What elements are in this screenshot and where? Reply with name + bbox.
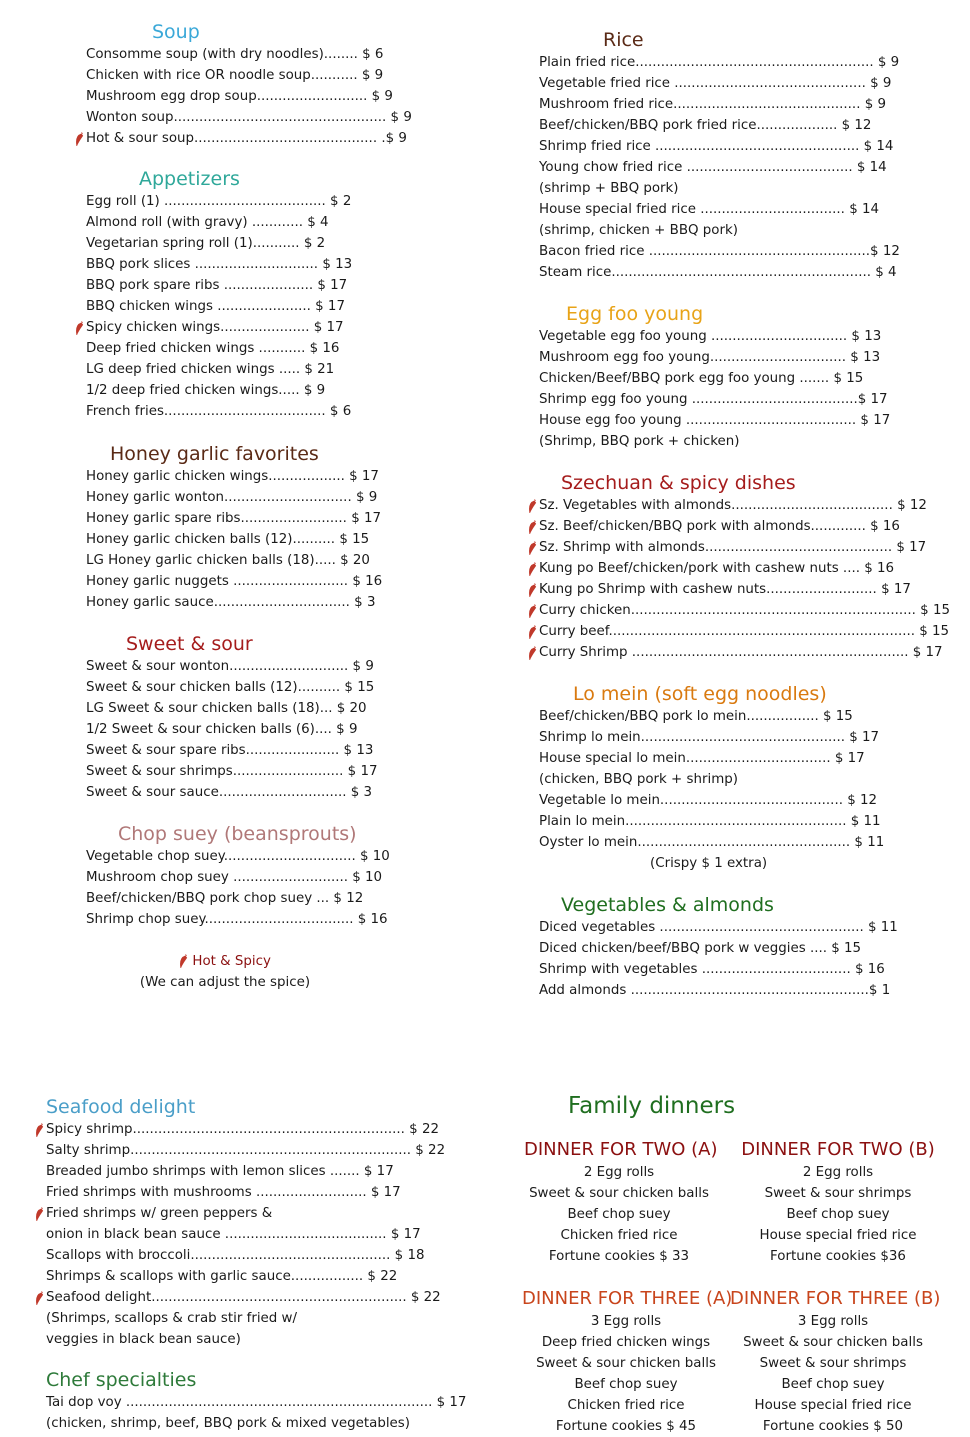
menu-item-text: Mushroom egg foo young................................ $ 13 xyxy=(539,350,881,365)
menu-item xyxy=(46,1224,445,1245)
section-title-sweet-sour: Sweet & sour xyxy=(126,633,253,655)
menu-item xyxy=(86,254,352,275)
menu-item xyxy=(46,1203,445,1224)
dinner-item: House special fried rice xyxy=(754,1398,912,1413)
menu-item xyxy=(539,410,890,431)
section-seafood xyxy=(46,1095,445,1350)
menu-item xyxy=(46,1329,445,1350)
chili-pepper-icon xyxy=(528,562,537,576)
section-soup xyxy=(86,20,412,149)
section-chef-specialties xyxy=(46,1369,466,1434)
menu-item xyxy=(86,592,382,613)
menu-item-text: House special lo mein.................................. $ 17 xyxy=(539,751,865,766)
menu-item-text: Consomme soup (with dry noodles)........ $ 6 xyxy=(86,47,384,62)
menu-item-text: Sweet & sour chicken balls (12).......... $ 15 xyxy=(86,680,375,695)
menu-item xyxy=(86,466,382,487)
section-title-lo-mein: Lo mein (soft egg noodles) xyxy=(573,683,827,705)
section-title-chop-suey: Chop suey (beansprouts) xyxy=(118,823,357,845)
menu-item-text: Fried shrimps with mushrooms .......................... $ 17 xyxy=(46,1185,401,1200)
dinner-item: Sweet & sour shrimps xyxy=(764,1186,912,1201)
menu-item-text: Honey garlic chicken balls (12).......... $ 15 xyxy=(86,532,370,547)
appetizers-list xyxy=(86,191,352,422)
menu-item xyxy=(86,86,412,107)
dinner-item: 2 Egg rolls xyxy=(802,1165,874,1180)
menu-item-text: Seafood delight............................................................ $ 22 xyxy=(46,1290,441,1305)
lo-mein-list xyxy=(539,706,884,853)
menu-item-text: (shrimp, chicken + BBQ pork) xyxy=(539,223,738,238)
menu-item xyxy=(86,677,378,698)
menu-item xyxy=(539,600,950,621)
dinner-for-two-b xyxy=(740,1138,936,1267)
menu-item xyxy=(539,832,884,853)
section-honey-garlic xyxy=(86,442,382,613)
menu-item-text: Honey garlic chicken wings.................. $ 17 xyxy=(86,469,379,484)
section-egg-foo-young xyxy=(539,302,890,452)
menu-item-text: Beef/chicken/BBQ pork lo mein................. $ 15 xyxy=(539,709,853,724)
dinner-item: Beef chop suey xyxy=(567,1207,671,1222)
menu-item-text: Chicken/Beef/BBQ pork egg foo young ....... $ 15 xyxy=(539,371,864,386)
menu-item xyxy=(539,199,900,220)
menu-item-text: Vegetable lo mein........................................... $ 12 xyxy=(539,793,878,808)
menu-item xyxy=(86,698,378,719)
menu-item xyxy=(539,136,900,157)
menu-item xyxy=(539,917,898,938)
section-sweet-sour xyxy=(86,632,378,803)
menu-item-text: Sz. Beef/chicken/BBQ pork with almonds............. $ 16 xyxy=(539,519,900,534)
menu-item-text: Shrimp with vegetables ................................... $ 16 xyxy=(539,962,885,977)
menu-item-text: Sweet & sour sauce.............................. $ 3 xyxy=(86,785,373,800)
chili-pepper-icon xyxy=(528,604,537,618)
dinner-item: Fortune cookies $ 50 xyxy=(762,1419,904,1434)
menu-item xyxy=(539,431,890,452)
menu-item-text: Curry Shrimp ................................................................. $ 17 xyxy=(539,645,943,660)
dinner-item: 3 Egg rolls xyxy=(590,1314,662,1329)
menu-item xyxy=(539,748,884,769)
chili-pepper-icon xyxy=(35,1291,44,1305)
menu-item xyxy=(86,401,352,422)
menu-item xyxy=(46,1413,466,1434)
menu-item xyxy=(86,296,352,317)
menu-item xyxy=(86,338,352,359)
menu-item xyxy=(86,359,352,380)
section-title-honey-garlic: Honey garlic favorites xyxy=(110,443,319,465)
menu-item xyxy=(539,94,900,115)
menu-item-text: Kung po Beef/chicken/pork with cashew nuts .... $ 16 xyxy=(539,561,895,576)
menu-item-text: Shrimp chop suey................................... $ 16 xyxy=(86,912,388,927)
menu-item-text: Honey garlic spare ribs......................... $ 17 xyxy=(86,511,382,526)
menu-item-text: (chicken, shrimp, beef, BBQ pork & mixed vegetables) xyxy=(46,1416,410,1431)
soup-list xyxy=(86,44,412,149)
menu-item-text: Oyster lo mein.................................................. $ 11 xyxy=(539,835,885,850)
menu-item xyxy=(539,389,890,410)
menu-item xyxy=(539,537,950,558)
menu-item xyxy=(539,495,950,516)
menu-item xyxy=(539,220,900,241)
honey-garlic-list xyxy=(86,466,382,613)
dinner-item: Fortune cookies $ 45 xyxy=(555,1419,697,1434)
dinner-title: DINNER FOR TWO (A) xyxy=(524,1139,718,1160)
dinner-title: DINNER FOR TWO (B) xyxy=(741,1139,935,1160)
menu-item xyxy=(539,790,884,811)
menu-item xyxy=(46,1161,445,1182)
menu-item xyxy=(86,487,382,508)
menu-item xyxy=(46,1182,445,1203)
menu-item-text: Plain lo mein.................................................... $ 11 xyxy=(539,814,881,829)
chili-pepper-icon xyxy=(528,583,537,597)
section-chop-suey xyxy=(86,822,390,930)
menu-item xyxy=(86,846,390,867)
menu-item-text: Fried shrimps w/ green peppers & xyxy=(46,1206,273,1221)
section-title-szechuan: Szechuan & spicy dishes xyxy=(561,472,796,494)
menu-item-text: Kung po Shrimp with cashew nuts.......................... $ 17 xyxy=(539,582,911,597)
dinner-item: Fortune cookies $ 33 xyxy=(548,1249,690,1264)
chili-pepper-icon xyxy=(35,1207,44,1221)
menu-item-text: 1/2 Sweet & sour chicken balls (6).... $ 9 xyxy=(86,722,358,737)
section-rice xyxy=(539,28,900,283)
menu-item-text: Sz. Shrimp with almonds............................................ $ 17 xyxy=(539,540,927,555)
menu-item-text: Honey garlic sauce................................ $ 3 xyxy=(86,595,376,610)
menu-item-text: Chicken with rice OR noodle soup........... $ 9 xyxy=(86,68,384,83)
spice-adjust-note: (We can adjust the spice) xyxy=(139,975,311,990)
menu-item-text: Diced vegetables ................................................ $ 11 xyxy=(539,920,898,935)
section-title-soup: Soup xyxy=(152,21,200,43)
menu-item-text: Curry beef........................................................................ $ 15 xyxy=(539,624,950,639)
section-appetizers xyxy=(86,168,352,422)
menu-item xyxy=(539,642,950,663)
menu-item-text: Shrimp fried rice ................................................ $ 14 xyxy=(539,139,894,154)
menu-item-text: Curry chicken................................................................... $ 15 xyxy=(539,603,950,618)
menu-item xyxy=(86,317,352,338)
menu-item xyxy=(86,380,352,401)
section-title-seafood: Seafood delight xyxy=(46,1096,196,1118)
menu-item xyxy=(539,811,884,832)
menu-item-text: Sweet & sour spare ribs...................... $ 13 xyxy=(86,743,374,758)
section-title-chef-specialties: Chef specialties xyxy=(46,1369,197,1391)
chili-pepper-icon xyxy=(75,321,84,335)
menu-item xyxy=(86,212,352,233)
menu-item xyxy=(46,1308,445,1329)
menu-item xyxy=(46,1119,445,1140)
vegetables-almonds-list xyxy=(539,917,898,1001)
menu-item-text: Spicy chicken wings..................... $ 17 xyxy=(86,320,344,335)
menu-item-text: LG deep fried chicken wings ..... $ 21 xyxy=(86,362,335,377)
menu-item xyxy=(539,157,900,178)
crispy-note: (Crispy $ 1 extra) xyxy=(650,856,768,871)
menu-item-text: Young chow fried rice ....................................... $ 14 xyxy=(539,160,887,175)
menu-item-text: Add almonds ........................................................$ 1 xyxy=(539,983,891,998)
menu-item xyxy=(86,44,412,65)
dinner-item: Sweet & sour chicken balls xyxy=(536,1356,716,1371)
menu-item-text: Diced chicken/beef/BBQ pork w veggies .... $ 15 xyxy=(539,941,862,956)
chili-pepper-icon xyxy=(528,520,537,534)
seafood-list xyxy=(46,1119,445,1350)
menu-item xyxy=(539,368,890,389)
menu-item xyxy=(86,529,382,550)
menu-item xyxy=(86,233,352,254)
dinner-item: House special fried rice xyxy=(759,1228,917,1243)
section-szechuan xyxy=(539,471,950,663)
menu-item xyxy=(539,706,884,727)
menu-item xyxy=(86,782,378,803)
section-lo-mein xyxy=(539,682,884,874)
section-title-appetizers: Appetizers xyxy=(139,168,240,190)
menu-item-text: Steam rice............................................................. $ 4 xyxy=(539,265,897,280)
dinner-item: Beef chop suey xyxy=(781,1377,885,1392)
menu-item xyxy=(86,550,382,571)
chili-pepper-icon xyxy=(528,646,537,660)
menu-item xyxy=(539,516,950,537)
hot-spicy-label: Hot & Spicy xyxy=(192,954,271,969)
menu-item xyxy=(539,52,900,73)
menu-item-text: Tai dop voy ........................................................................ $ 17 xyxy=(46,1395,467,1410)
menu-item xyxy=(86,740,378,761)
menu-item-text: Honey garlic nuggets ........................... $ 16 xyxy=(86,574,383,589)
szechuan-list xyxy=(539,495,950,663)
section-title-vegetables-almonds: Vegetables & almonds xyxy=(561,894,774,916)
menu-item xyxy=(46,1287,445,1308)
menu-item-text: Deep fried chicken wings ........... $ 16 xyxy=(86,341,340,356)
menu-item xyxy=(46,1266,445,1287)
menu-item xyxy=(86,275,352,296)
menu-item-text: LG Sweet & sour chicken balls (18)... $ 20 xyxy=(86,701,367,716)
menu-item xyxy=(86,656,378,677)
menu-item-text: Mushroom egg drop soup.......................... $ 9 xyxy=(86,89,393,104)
menu-item-text: Salty shrimp.................................................................. $ 22 xyxy=(46,1143,446,1158)
dinner-item: 2 Egg rolls xyxy=(583,1165,655,1180)
menu-item xyxy=(86,107,412,128)
menu-item-text: 1/2 deep fried chicken wings..... $ 9 xyxy=(86,383,326,398)
menu-item-text: Mushroom chop suey ........................... $ 10 xyxy=(86,870,383,885)
menu-item-text: French fries...................................... $ 6 xyxy=(86,404,352,419)
chili-pepper-icon xyxy=(528,541,537,555)
egg-foo-young-list xyxy=(539,326,890,452)
menu-item xyxy=(86,867,390,888)
menu-item xyxy=(539,769,884,790)
menu-item xyxy=(539,938,898,959)
menu-item-text: Vegetable egg foo young ................................ $ 13 xyxy=(539,329,882,344)
chili-pepper-icon xyxy=(528,499,537,513)
menu-item xyxy=(539,621,950,642)
menu-item-text: BBQ chicken wings ...................... $ 17 xyxy=(86,299,345,314)
section-title-egg-foo-young: Egg foo young xyxy=(566,303,704,325)
menu-item-text: BBQ pork spare ribs ..................... $ 17 xyxy=(86,278,348,293)
dinner-for-three-b xyxy=(730,1287,941,1437)
menu-item-text: BBQ pork slices ............................. $ 13 xyxy=(86,257,353,272)
dinner-item: 3 Egg rolls xyxy=(797,1314,869,1329)
menu-item-text: (shrimp + BBQ pork) xyxy=(539,181,679,196)
menu-item-text: Hot & sour soup........................................... .$ 9 xyxy=(86,131,407,146)
menu-item-text: Shrimp egg foo young .......................................$ 17 xyxy=(539,392,888,407)
section-vegetables-almonds xyxy=(539,893,898,1001)
menu-item-text: (Shrimp, BBQ pork + chicken) xyxy=(539,434,740,449)
menu-item xyxy=(539,347,890,368)
menu-item-text: Vegetable chop suey............................... $ 10 xyxy=(86,849,390,864)
menu-item-text: Spicy shrimp................................................................ $ 22 xyxy=(46,1122,439,1137)
chili-pepper-icon xyxy=(35,1123,44,1137)
menu-item-text: House special fried rice .................................. $ 14 xyxy=(539,202,880,217)
menu-item xyxy=(539,980,898,1001)
dinner-title: DINNER FOR THREE (A) xyxy=(522,1288,733,1309)
dinner-item: Fortune cookies $36 xyxy=(770,1249,906,1264)
menu-item-text: LG Honey garlic chicken balls (18)..... $ 20 xyxy=(86,553,370,568)
menu-item xyxy=(46,1245,445,1266)
menu-item-text: Wonton soup.................................................. $ 9 xyxy=(86,110,412,125)
menu-item xyxy=(86,65,412,86)
menu-item xyxy=(539,262,900,283)
chili-pepper-icon xyxy=(75,132,84,146)
chili-pepper-icon xyxy=(179,954,188,968)
menu-item-text: (chicken, BBQ pork + shrimp) xyxy=(539,772,738,787)
menu-item-text: (Shrimps, scallops & crab stir fried w/ xyxy=(46,1311,298,1326)
menu-item-text: Bacon fried rice ....................................................$ 12 xyxy=(539,244,900,259)
menu-item-text: Egg roll (1) ...................................... $ 2 xyxy=(86,194,352,209)
dinner-item: Beef chop suey xyxy=(786,1207,890,1222)
menu-item-text: Vegetable fried rice ............................................. $ 9 xyxy=(539,76,892,91)
menu-item-text: onion in black bean sauce ...................................... $ 17 xyxy=(46,1227,421,1242)
chef-specialties-list xyxy=(46,1392,466,1434)
menu-item xyxy=(46,1140,445,1161)
menu-item-text: Sz. Vegetables with almonds...................................... $ 12 xyxy=(539,498,927,513)
dinner-title: DINNER FOR THREE (B) xyxy=(730,1288,941,1309)
menu-item-text: Vegetarian spring roll (1)........... $ 2 xyxy=(86,236,326,251)
menu-item-text: Sweet & sour shrimps.......................... $ 17 xyxy=(86,764,378,779)
menu-item xyxy=(539,115,900,136)
dinner-item: Beef chop suey xyxy=(574,1377,678,1392)
menu-item xyxy=(539,959,898,980)
menu-item-text: House egg foo young ........................................ $ 17 xyxy=(539,413,891,428)
menu-item xyxy=(46,1392,466,1413)
menu-item xyxy=(86,128,412,149)
menu-item xyxy=(86,909,390,930)
dinner-item: Chicken fried rice xyxy=(567,1398,685,1413)
menu-item xyxy=(539,579,950,600)
dinner-item: Deep fried chicken wings xyxy=(541,1335,711,1350)
menu-item-text: Sweet & sour wonton............................ $ 9 xyxy=(86,659,374,674)
chop-suey-list xyxy=(86,846,390,930)
menu-item-text: Plain fried rice........................................................ $ 9 xyxy=(539,55,900,70)
menu-item-text: Beef/chicken/BBQ pork fried rice................... $ 12 xyxy=(539,118,872,133)
rice-list xyxy=(539,52,900,283)
chili-pepper-icon xyxy=(528,625,537,639)
menu-item xyxy=(539,178,900,199)
menu-item xyxy=(86,719,378,740)
menu-item xyxy=(86,191,352,212)
menu-item-text: Mushroom fried rice............................................ $ 9 xyxy=(539,97,886,112)
menu-item-text: Honey garlic wonton.............................. $ 9 xyxy=(86,490,378,505)
menu-item xyxy=(539,727,884,748)
section-title-rice: Rice xyxy=(603,29,644,51)
dinner-for-three-a xyxy=(522,1287,733,1437)
menu-item xyxy=(539,241,900,262)
menu-item-text: veggies in black bean sauce) xyxy=(46,1332,241,1347)
menu-item xyxy=(539,73,900,94)
dinner-item: Sweet & sour chicken balls xyxy=(743,1335,923,1350)
menu-item-text: Scallops with broccoli............................................... $ 18 xyxy=(46,1248,425,1263)
menu-item xyxy=(86,761,378,782)
hot-spicy-legend xyxy=(110,951,340,993)
menu-item-text: Almond roll (with gravy) ............ $ 4 xyxy=(86,215,329,230)
dinner-for-two-a xyxy=(524,1138,718,1267)
menu-item xyxy=(539,326,890,347)
menu-item xyxy=(86,888,390,909)
menu-item-text: Beef/chicken/BBQ pork chop suey ... $ 12 xyxy=(86,891,364,906)
dinner-item: Chicken fried rice xyxy=(560,1228,678,1243)
menu-item xyxy=(86,571,382,592)
sweet-sour-list xyxy=(86,656,378,803)
dinner-item: Sweet & sour shrimps xyxy=(759,1356,907,1371)
menu-item xyxy=(86,508,382,529)
menu-item-text: Breaded jumbo shrimps with lemon slices ....... $ 17 xyxy=(46,1164,394,1179)
menu-item-text: Shrimps & scallops with garlic sauce................. $ 22 xyxy=(46,1269,398,1284)
menu-item xyxy=(539,558,950,579)
menu-item-text: Shrimp lo mein................................................ $ 17 xyxy=(539,730,880,745)
dinner-item: Sweet & sour chicken balls xyxy=(529,1186,709,1201)
family-dinners-title: Family dinners xyxy=(568,1093,736,1119)
